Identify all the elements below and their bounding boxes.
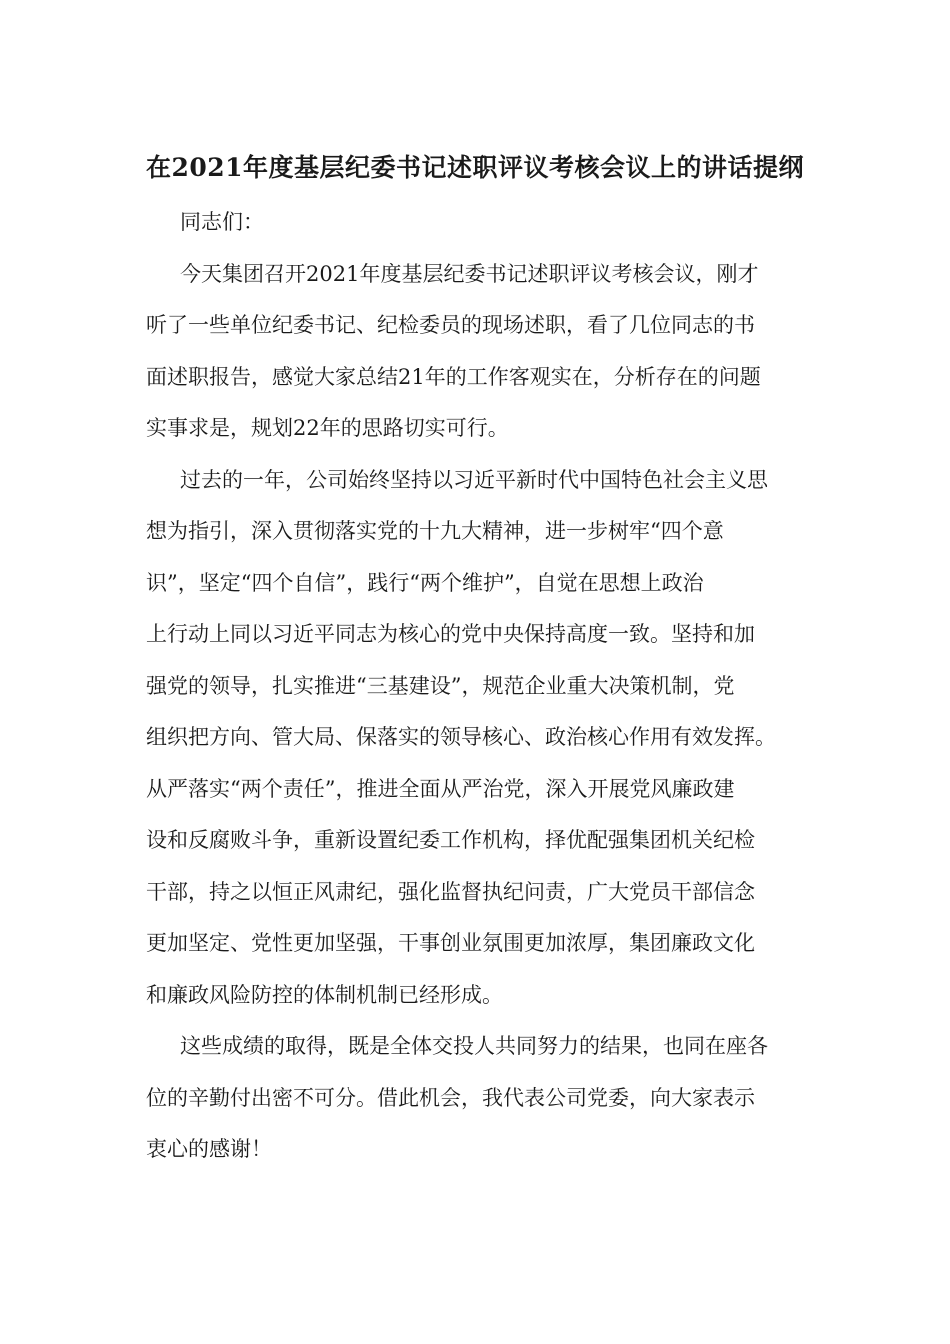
paragraph-line: 干部，持之以恒正风肃纪，强化监督执纪问责，广大党员干部信念 xyxy=(146,879,755,904)
document-body xyxy=(146,197,816,1176)
paragraph-line: 设和反腐败斗争，重新设置纪委工作机构，择优配强集团机关纪检 xyxy=(146,828,755,852)
paragraph-3 xyxy=(146,1021,816,1176)
paragraph-2 xyxy=(146,455,816,1022)
paragraph-line: 今天集团召开2021年度基层纪委书记述职评议考核会议，刚才 xyxy=(180,261,759,286)
paragraph-line: 更加坚定、党性更加坚强，干事创业氛围更加浓厚，集团廉政文化 xyxy=(146,931,755,955)
paragraph-line: 过去的一年，公司始终坚持以习近平新时代中国特色社会主义思 xyxy=(180,467,768,492)
paragraph-line: 位的辛勤付出密不可分。借此机会，我代表公司党委，向大家表示 xyxy=(146,1085,755,1110)
paragraph-line: 组织把方向、管大局、保落实的领导核心、政治核心作用有效发挥。 xyxy=(146,725,776,749)
paragraph-line: 面述职报告，感觉大家总结21年的工作客观实在，分析存在的问题 xyxy=(146,364,761,389)
paragraph-1 xyxy=(146,249,816,455)
paragraph-line: 从严落实“两个责任”，推进全面从严治党，深入开展党风廉政建 xyxy=(146,776,735,801)
paragraph-line: 想为指引，深入贯彻落实党的十九大精神，进一步树牢“四个意 xyxy=(146,519,724,543)
paragraph-line: 这些成绩的取得，既是全体交投人共同努力的结果，也同在座各 xyxy=(180,1034,768,1058)
document-title: 在2021年度基层纪委书记述职评议考核会议上的讲话提纲 xyxy=(145,153,805,182)
paragraph-line: 和廉政风险防控的体制机制已经形成。 xyxy=(146,982,503,1007)
paragraph-line: 听了一些单位纪委书记、纪检委员的现场述职，看了几位同志的书 xyxy=(146,313,755,337)
paragraph-line: 上行动上同以习近平同志为核心的党中央保持高度一致。坚持和加 xyxy=(146,622,755,646)
paragraph-line: 识”，坚定“四个自信”，践行“两个维护”，自觉在思想上政治 xyxy=(146,570,704,595)
paragraph-line: 衷心的感谢！ xyxy=(146,1137,272,1161)
paragraph-line: 实事求是，规划22年的思路切实可行。 xyxy=(146,416,509,440)
salutation: 同志们： xyxy=(180,210,264,234)
paragraph-line: 强党的领导，扎实推进“三基建设”，规范企业重大决策机制，党 xyxy=(146,673,735,698)
